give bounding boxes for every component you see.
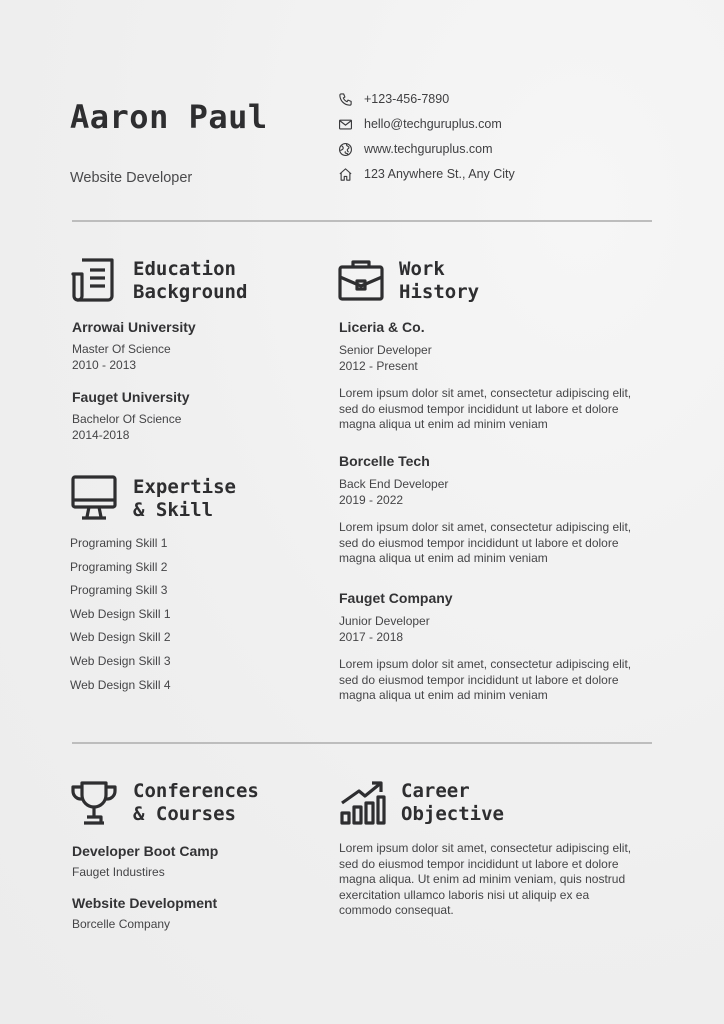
- job-description: Lorem ipsum dolor sit amet, consectetur adipiscing elit, sed do eiusmod tempor incididunt ut labore et dolore magna aliqua ut enim ad minim veniam: [339, 520, 632, 565]
- company-name: Liceria & Co.: [339, 319, 425, 335]
- skill-item: Web Design Skill 3: [70, 654, 171, 668]
- skill-item: Programing Skill 3: [70, 583, 168, 597]
- education-title: [133, 258, 247, 304]
- work-title-line1: Work: [399, 258, 445, 280]
- company-name: Fauget Company: [339, 590, 453, 606]
- expertise-title: [133, 476, 236, 522]
- globe-icon: [338, 142, 353, 157]
- school-name: Fauget University: [72, 389, 190, 405]
- conference-org: Fauget Industires: [72, 865, 165, 879]
- phone-text: +123-456-7890: [364, 92, 450, 106]
- skill-item: Web Design Skill 4: [70, 678, 171, 692]
- career-title-line2: Objective: [401, 803, 504, 825]
- school-name: Arrowai University: [72, 319, 196, 335]
- person-name: Aaron Paul: [70, 98, 268, 136]
- contact-phone: [338, 89, 658, 109]
- career-objective-text: Lorem ipsum dolor sit amet, consectetur adipiscing elit, sed do eiusmod tempor incididunt ut labore et dolore magna aliqua. Ut enim ad minim veniam, quis nostrud exercitation ullamco laboris nisi ut aliquip ex ea commodo consequat.: [339, 841, 632, 917]
- career-title: [401, 780, 504, 826]
- conference-name: Developer Boot Camp: [72, 843, 219, 859]
- expertise-title-line1: Expertise: [133, 476, 236, 498]
- degree: Master Of Science: [72, 342, 171, 356]
- briefcase-icon: [337, 257, 385, 305]
- monitor-icon: [70, 474, 118, 522]
- conference-entry: [72, 895, 217, 932]
- skill-item: Web Design Skill 1: [70, 607, 171, 621]
- phone-icon: [338, 92, 353, 107]
- contact-website: [338, 139, 658, 159]
- conferences-title-line2: & Courses: [133, 803, 236, 825]
- job-position: Senior Developer: [339, 343, 432, 357]
- contact-email: [338, 114, 658, 134]
- conferences-title: [133, 780, 259, 826]
- contact-address: [338, 164, 658, 184]
- website-text: www.techguruplus.com: [364, 142, 493, 156]
- job-description: Lorem ipsum dolor sit amet, consectetur adipiscing elit, sed do eiusmod tempor incididunt ut labore et dolore magna aliqua ut enim ad minim veniam: [339, 657, 632, 702]
- person-role: Website Developer: [70, 170, 193, 186]
- job-years: 2017 - 2018: [339, 630, 404, 644]
- career-title-line1: Career: [401, 780, 470, 802]
- education-entry: [72, 389, 189, 443]
- job-description: Lorem ipsum dolor sit amet, consectetur adipiscing elit, sed do eiusmod tempor incididunt ut labore et dolore magna aliqua ut enim ad minim veniam: [339, 386, 632, 431]
- years: 2014-2018: [72, 428, 130, 442]
- years: 2010 - 2013: [72, 358, 137, 372]
- conference-name: Website Development: [72, 895, 218, 911]
- trophy-icon: [70, 779, 118, 827]
- job-years: 2019 - 2022: [339, 493, 404, 507]
- education-title-line2: Background: [133, 281, 248, 303]
- growth-chart-icon: [339, 779, 387, 827]
- job-position: Back End Developer: [339, 477, 449, 491]
- conferences-title-line1: Conferences: [133, 780, 259, 802]
- divider-bottom: [72, 742, 652, 744]
- job-years: 2012 - Present: [339, 359, 418, 373]
- skill-item: Programing Skill 2: [70, 560, 168, 574]
- skill-item: Web Design Skill 2: [70, 630, 171, 644]
- address-text: 123 Anywhere St., Any City: [364, 167, 515, 181]
- degree: Bachelor Of Science: [72, 412, 182, 426]
- education-title-line1: Education: [133, 258, 236, 280]
- work-title: [399, 258, 479, 304]
- education-entry: [72, 319, 196, 373]
- job-position: Junior Developer: [339, 614, 430, 628]
- conference-org: Borcelle Company: [72, 917, 171, 931]
- job-entry: [339, 319, 639, 433]
- mail-icon: [338, 117, 353, 132]
- conference-entry: [72, 843, 218, 880]
- company-name: Borcelle Tech: [339, 453, 430, 469]
- email-text: hello@techguruplus.com: [364, 117, 502, 131]
- expertise-title-line2: & Skill: [133, 499, 214, 521]
- job-entry: [339, 590, 639, 704]
- skill-item: Programing Skill 1: [70, 536, 168, 550]
- home-icon: [338, 167, 353, 182]
- job-entry: [339, 453, 639, 567]
- document-icon: [70, 256, 118, 304]
- divider-top: [72, 220, 652, 222]
- work-title-line2: History: [399, 281, 480, 303]
